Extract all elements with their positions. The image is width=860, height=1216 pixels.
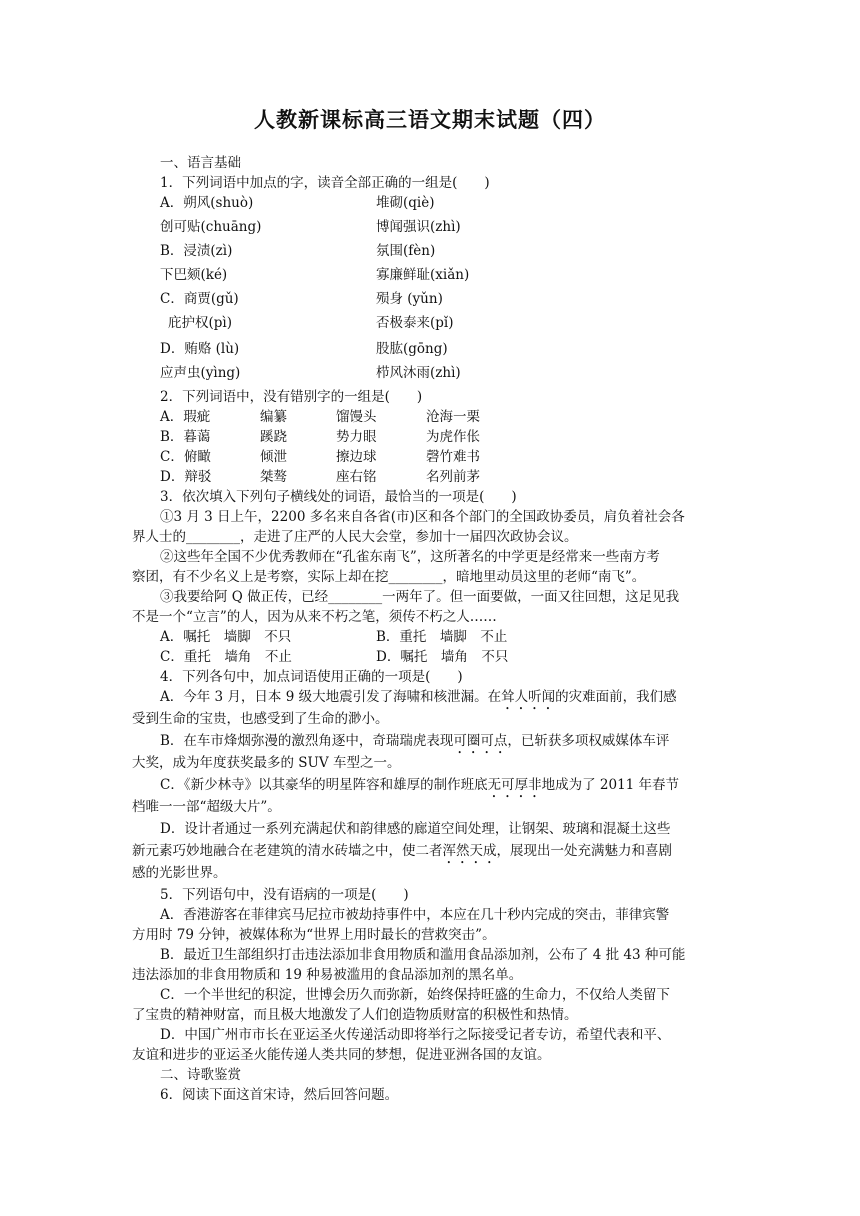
option-text: B．重托 墙脚 不止 [376,629,508,645]
paragraph-line: ②这些年全国不少优秀教师在“孔雀东南飞”，这所著名的中学更是经常来一些南方考 [160,549,660,565]
option-text: C．俯瞰 [160,449,211,465]
option-text: A．嘱托 墙脚 不只 [160,629,292,645]
paragraph-line: 友谊和进步的亚运圣火能传递人类共同的梦想，促进亚洲各国的友谊。 [132,1047,551,1063]
text-span: ，已斩获多项权威媒体车评 [507,733,670,749]
option-text: C．商贾(gǔ) [160,291,239,307]
option-text: 桀骜 [260,469,287,485]
option-row [160,428,480,446]
paragraph-line: 感的光影世界。 [132,865,227,881]
option-text: 为虎作伥 [426,429,480,445]
question-stem: 1．下列词语中加点的字，读音全部正确的一组是( ) [160,175,490,191]
option-row [160,408,480,426]
option-text: 寡廉鲜耻(xiǎn) [376,267,470,283]
option-text: A．朔风(shuò) [160,195,254,211]
page-title: 人教新课标高三语文期末试题（四） [254,108,606,132]
paragraph-line: 大奖，成为年度获奖最多的 SUV 车型之一。 [132,755,401,771]
dotted-phrase: 耸人听闻 [501,689,556,705]
paragraph-line: A．香港游客在菲律宾马尼拉市被劫持事件中，本应在几十秒内完成的突击，菲律宾警 [160,907,670,923]
option-text: 编纂 [260,409,287,425]
paragraph-line: 档唯一一部“超级大片”。 [132,799,281,815]
option-text: 磬竹难书 [426,449,480,465]
option-text: 擦边球 [336,449,377,465]
text-span: ，展现出一处充满魅力和喜剧 [496,843,672,859]
paragraph-line: ③我要给阿 Q 做正传，已经________一两年了。但一面要做，一面又往回想，这足见我 [160,589,680,605]
question-stem: 2．下列词语中，没有错别字的一组是( ) [160,389,423,405]
option-text: 名列前茅 [426,469,480,485]
paragraph-line: 不是一个“立言”的人，因为从来不朽之笔，须传不朽之人…… [132,609,497,625]
option-text: 馏馒头 [336,409,377,425]
section-heading: 二、诗歌鉴赏 [160,1067,241,1083]
option-text: 庇护权(pì) [168,315,232,331]
paragraph-line: 界人士的________，走进了庄严的人民大会堂，参加十一届四次政协会议。 [132,529,578,545]
paragraph-line: B．最近卫生部组织打击违法添加非食用物质和滥用食品添加剂，公布了 4 批 43 种可能 [160,947,686,963]
option-text: 堆砌(qiè) [376,195,435,211]
text-span: C．《新少林寺》以其豪华的明星阵容和雄厚的制作班底 [160,777,488,793]
dotted-phrase: 无可厚非 [487,777,542,793]
option-row [160,468,480,486]
paragraph-line: 受到生命的宝贵，也感受到了生命的渺小。 [132,711,389,727]
option-text: 氛围(fèn) [376,243,436,259]
paragraph-line: 了宝贵的精神财富，而且极大地激发了人们创造物质财富的积极性和热情。 [132,1007,578,1023]
option-text: B．浸渍(zì) [160,243,233,259]
option-text: A．瑕疵 [160,409,211,425]
option-text: C．重托 墙角 不止 [160,649,292,665]
option-text: B．暮蔼 [160,429,211,445]
paragraph-line: ①3 月 3 日上午，2200 多名来自各省(市)区和各个部门的全国政协委员，肩负着社会各 [160,509,685,525]
paragraph-line: 察团，有不少名义上是考察，实际上却在挖________，暗地里动员这里的老师“南飞”。 [132,569,646,585]
option-text: D．贿赂 (lù) [160,341,240,357]
paragraph-line: 方用时 79 分钟，被媒体称为“世界上用时最长的营救突击”。 [132,927,496,943]
dotted-phrase: 浑然天成 [442,843,497,859]
option-text: 栉风沐雨(zhì) [376,365,461,381]
option-text: 博闻强识(zhì) [376,219,461,235]
paragraph-line: D．设计者通过一系列充满起伏和韵律感的廊道空间处理，让钢架、玻璃和混凝土这些 [160,821,671,837]
option-text: 殒身 (yǔn) [376,291,443,307]
option-text: 股肱(gōng) [376,341,448,357]
option-text: 创可贴(chuāng) [160,219,262,235]
dotted-phrase: 可圈可点 [453,733,508,749]
text-span: 的灾难面前，我们感 [555,689,677,705]
option-text: D．嘱托 墙角 不只 [376,649,509,665]
paragraph-line: D．中国广州市市长在亚运圣火传递活动即将举行之际接受记者专访，希望代表和平、 [160,1027,671,1043]
question-stem: 4．下列各句中，加点词语使用正确的一项是( ) [160,669,463,685]
option-text: D．辩驳 [160,469,212,485]
option-text: 应声虫(yìng) [160,365,241,381]
text-span: A．今年 3 月，日本 9 级大地震引发了海啸和核泄漏。在 [160,689,502,705]
option-row [160,448,480,466]
text-span: B．在车市烽烟弥漫的激烈角逐中，奇瑞瑞虎表现 [160,733,454,749]
text-span: 新元素巧妙地融合在老建筑的清水砖墙之中，使二者 [132,843,443,859]
paragraph-line: 违法添加的非食用物质和 19 种易被滥用的食品添加剂的黑名单。 [132,967,523,983]
question-stem: 5．下列语句中，没有语病的一项是( ) [160,887,409,903]
option-text: 蹊跷 [260,429,287,445]
option-text: 否极泰来(pǐ) [376,315,454,331]
text-span: 地成为了 2011 年春节 [541,777,680,793]
paragraph-line: C．一个半世纪的积淀，世博会历久而弥新，始终保持旺盛的生命力，不仅给人类留下 [160,987,670,1003]
question-stem: 3．依次填入下列句子横线处的词语，最恰当的一项是( ) [160,489,517,505]
option-text: 沧海一栗 [426,409,480,425]
question-stem: 6．阅读下面这首宋诗，然后回答问题。 [160,1087,399,1103]
option-text: 座右铭 [336,469,377,485]
option-text: 下巴颏(ké) [160,267,228,283]
option-text: 倾泄 [260,449,287,465]
option-text: 势力眼 [336,429,377,445]
section-heading: 一、语言基础 [160,155,241,171]
